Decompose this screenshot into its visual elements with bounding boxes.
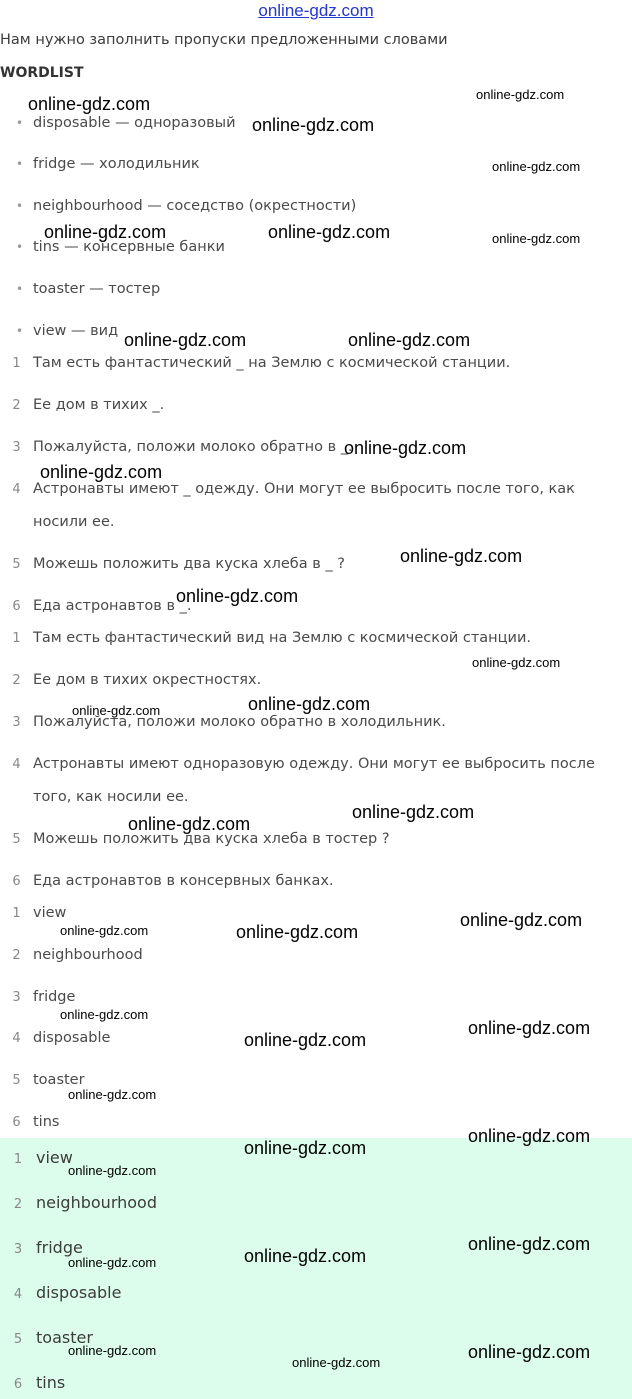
sentence-text: Еда астронавтов в консервных банках. — [33, 873, 334, 889]
watermark-text: online-gdz.com — [252, 115, 375, 135]
item-number: 6 — [12, 1115, 21, 1130]
wordlist-item-text: toaster — тостер — [33, 281, 161, 297]
item-number: 3 — [12, 440, 21, 455]
watermark-text: online-gdz.com — [468, 1342, 591, 1362]
item-number: 4 — [12, 757, 21, 772]
watermark-text: online-gdz.com — [248, 694, 371, 714]
item-number: 6 — [13, 1377, 23, 1392]
answer-word: tins — [36, 1373, 66, 1392]
sentence-text: Астронавты имеют одноразовую одежду. Они могут ее выбросить после — [33, 756, 595, 772]
sentence-text: Астронавты имеют _ одежду. Они могут ее выбросить после того, как — [33, 481, 575, 497]
watermark-text: online-gdz.com — [28, 94, 151, 114]
answer-item — [0, 1072, 85, 1088]
item-number: 4 — [12, 482, 21, 497]
watermark-text: online-gdz.com — [468, 1018, 591, 1038]
item-number: 2 — [12, 673, 21, 688]
item-number: 4 — [12, 1031, 21, 1046]
watermark-text: online-gdz.com — [236, 922, 359, 942]
item-number: 5 — [12, 832, 21, 847]
watermark-text: online-gdz.com — [40, 462, 163, 482]
filled-sentence — [0, 672, 261, 688]
wordlist-item — [16, 323, 118, 339]
watermark-text: online-gdz.com — [124, 330, 247, 350]
instruction-text: Нам нужно заполнить пропуски предложенными словами — [0, 32, 448, 48]
wordlist-item — [16, 281, 160, 297]
sentence-text: Там есть фантастический _ на Землю с космической станции. — [33, 355, 511, 371]
item-number: 1 — [13, 1152, 23, 1167]
wordlist-item — [16, 115, 236, 131]
watermark-text: online-gdz.com — [468, 1126, 591, 1146]
filled-sentence — [0, 873, 334, 889]
bullet-icon: • — [16, 157, 24, 171]
answer-word: neighbourhood — [33, 947, 143, 963]
sentence-text: Ее дом в тихих окрестностях. — [33, 672, 262, 688]
watermark-text: online-gdz.com — [292, 1355, 381, 1370]
answer-word: disposable — [36, 1283, 122, 1302]
answer-item — [0, 1030, 110, 1046]
gap-sentence — [0, 397, 164, 413]
item-number: 1 — [12, 631, 21, 646]
answer-word: view — [36, 1148, 73, 1167]
item-number: 2 — [13, 1197, 23, 1212]
answer-item — [0, 1114, 59, 1130]
gap-sentence — [0, 598, 191, 614]
answer-word: neighbourhood — [36, 1193, 157, 1212]
bullet-icon: • — [16, 240, 24, 254]
filled-sentence — [0, 756, 595, 772]
site-link[interactable]: online-gdz.com — [258, 1, 374, 20]
watermark-text: online-gdz.com — [468, 1234, 591, 1254]
item-number: 5 — [12, 557, 21, 572]
watermark-text: online-gdz.com — [472, 655, 561, 670]
wordlist-item — [16, 198, 356, 214]
gap-sentence — [0, 556, 345, 572]
watermark-text: online-gdz.com — [44, 222, 167, 242]
watermark-text: online-gdz.com — [68, 1163, 157, 1178]
sentence-text: Пожалуйста, положи молоко обратно в _. — [33, 439, 353, 455]
answer-item — [0, 947, 143, 963]
watermark-text: online-gdz.com — [460, 910, 583, 930]
watermark-text: online-gdz.com — [128, 814, 251, 834]
bullet-icon: • — [16, 282, 24, 296]
answer-word: view — [33, 905, 67, 921]
watermark-text: online-gdz.com — [344, 438, 467, 458]
wordlist-item — [16, 156, 200, 172]
watermark-text: online-gdz.com — [348, 330, 471, 350]
sentence-text: Ее дом в тихих _. — [33, 397, 165, 413]
sentence-text: Можешь положить два куска хлеба в _ ? — [33, 556, 345, 572]
sentence-continuation: носили ее. — [33, 514, 115, 530]
watermark-text: online-gdz.com — [176, 586, 299, 606]
sentence-text: Там есть фантастический вид на Землю с космической станции. — [33, 630, 531, 646]
final-answer-item — [0, 1193, 157, 1212]
item-number: 5 — [13, 1332, 23, 1347]
answer-word: fridge — [33, 989, 76, 1005]
sentence-text: Можешь положить два куска хлеба в тостер ? — [33, 831, 390, 847]
answer-word: tins — [33, 1114, 60, 1130]
watermark-text: online-gdz.com — [268, 222, 391, 242]
gap-sentence — [0, 355, 510, 371]
item-number: 3 — [12, 990, 21, 1005]
wordlist-title: WORDLIST — [0, 65, 84, 81]
watermark-text: online-gdz.com — [492, 231, 581, 246]
wordlist-item-text: fridge — холодильник — [33, 156, 200, 172]
item-number: 5 — [12, 1073, 21, 1088]
item-number: 3 — [12, 715, 21, 730]
item-number: 2 — [12, 948, 21, 963]
watermark-text: online-gdz.com — [72, 703, 161, 718]
item-number: 6 — [12, 874, 21, 889]
final-answer-item — [0, 1373, 65, 1392]
watermark-text: online-gdz.com — [352, 802, 475, 822]
watermark-text: online-gdz.com — [68, 1343, 157, 1358]
item-number: 6 — [12, 599, 21, 614]
answer-word: fridge — [36, 1238, 83, 1257]
watermark-text: online-gdz.com — [244, 1030, 367, 1050]
answer-word: toaster — [36, 1328, 93, 1347]
item-number: 2 — [12, 398, 21, 413]
answer-item — [0, 989, 75, 1005]
wordlist-item-text: disposable — одноразовый — [33, 115, 236, 131]
item-number: 1 — [12, 356, 21, 371]
watermark-text: online-gdz.com — [244, 1138, 367, 1158]
watermark-text: online-gdz.com — [492, 159, 581, 174]
answer-word: toaster — [33, 1072, 85, 1088]
bullet-icon: • — [16, 324, 24, 338]
watermark-text: online-gdz.com — [60, 1007, 149, 1022]
filled-sentence — [0, 714, 446, 730]
bullet-icon: • — [16, 199, 24, 213]
filled-sentence — [0, 630, 531, 646]
item-number: 4 — [13, 1287, 23, 1302]
answer-item — [0, 905, 66, 921]
sentence-continuation: того, как носили ее. — [33, 789, 189, 805]
wordlist-item-text: view — вид — [33, 323, 119, 339]
final-answer-item — [0, 1148, 73, 1167]
item-number: 1 — [12, 906, 21, 921]
watermark-text: online-gdz.com — [68, 1255, 157, 1270]
item-number: 3 — [13, 1242, 23, 1257]
watermark-text: online-gdz.com — [60, 923, 149, 938]
gap-sentence — [0, 439, 353, 455]
wordlist-item-text: tins — консервные банки — [33, 239, 225, 255]
watermark-text: online-gdz.com — [476, 87, 565, 102]
sentence-text: Пожалуйста, положи молоко обратно в холодильник. — [33, 714, 446, 730]
watermark-text: online-gdz.com — [244, 1246, 367, 1266]
gap-sentence — [0, 481, 575, 497]
answer-word: disposable — [33, 1030, 111, 1046]
watermark-text: online-gdz.com — [68, 1087, 157, 1102]
wordlist-item-text: neighbourhood — соседство (окрестности) — [33, 198, 357, 214]
watermark-text: online-gdz.com — [400, 546, 523, 566]
sentence-text: Еда астронавтов в _. — [33, 598, 192, 614]
bullet-icon: • — [16, 116, 24, 130]
final-answer-item — [0, 1283, 121, 1302]
